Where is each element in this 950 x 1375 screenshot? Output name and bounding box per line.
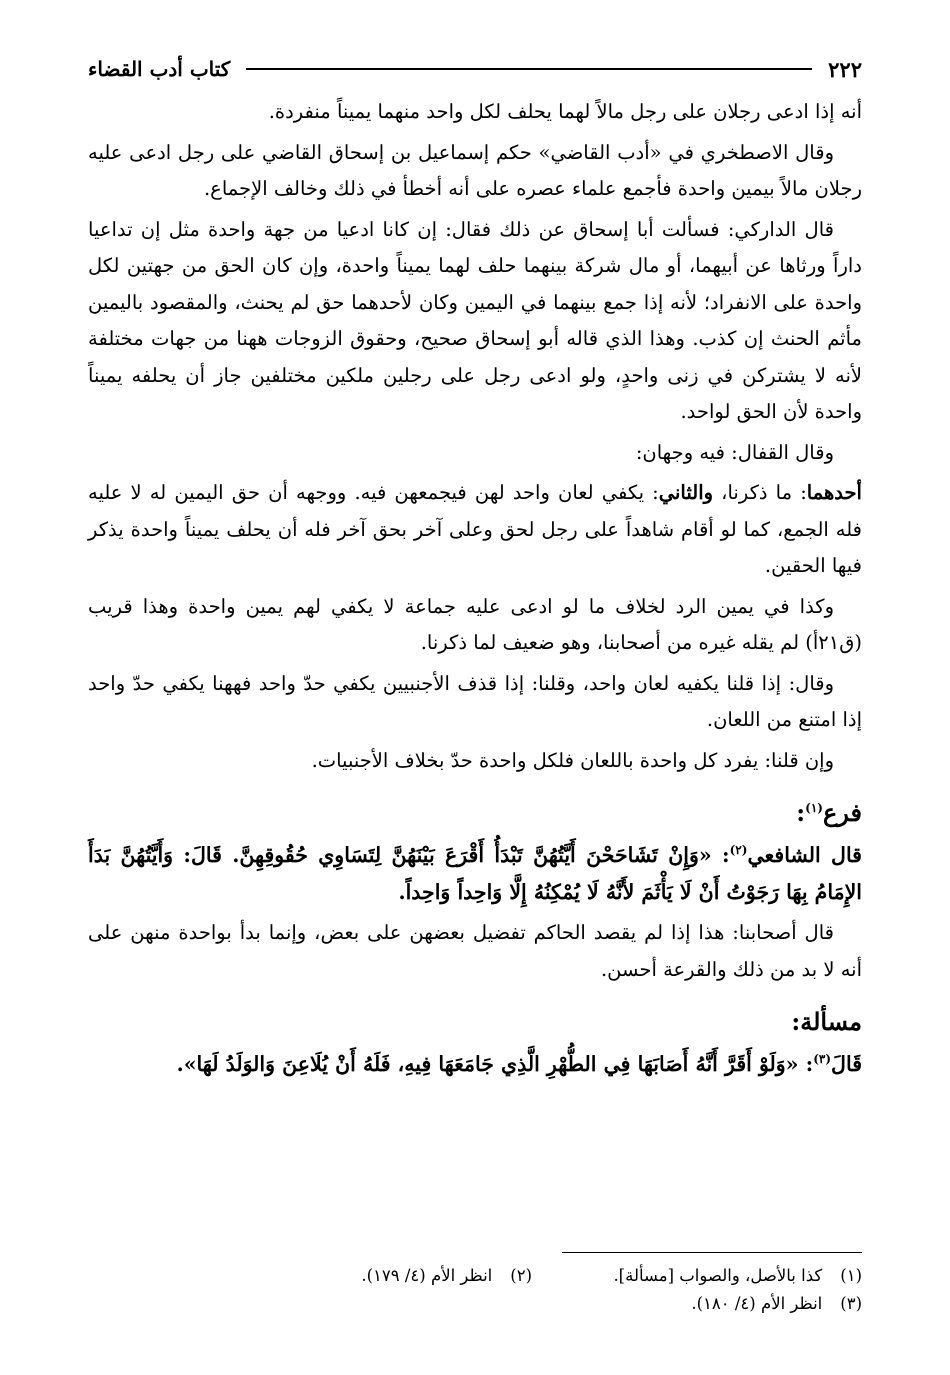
section-heading-suffix: : (796, 798, 806, 827)
footnote-row (88, 1290, 862, 1318)
quote-text: : «وَلَوْ أَقَرَّ أَنَّهُ أَصَابَهَا فِي الطُّهْرِ الَّذِي جَامَعَهَا فِيهِ، فَلَهُ أَنْ يُلَاعِنَ وَالوَلَدُ لَهَا». (176, 1052, 814, 1076)
page-number: ٢٢٢ (828, 56, 862, 82)
paragraph: قال الداركي: فسألت أبا إسحاق عن ذلك فقال: إن كانا ادعيا من جهة واحدة مثل إن تداعيا داراً ورثاها عن أبيهما، أو مال شركة بينهما حلف لهما يميناً واحدة، وإن كان الحق من جهتين لكل واحدة على الانفراد؛ لأنه إذا جمع بينهما في اليمين وكان لأحدهما حق لم يحنث، والمقصود باليمين مأثم الحنث إن كذب. وهذا الذي قاله أبو إسحاق صحيح، وحقوق الزوجات ههنا من جهات مختلفة لأنه لا يشتركن في زنى واحدٍ، ولو ادعى رجل على رجلين ملكين مختلفين جاز أن يحلفه يميناً واحدة لأن الحق لواحد. (88, 217, 862, 423)
second-view-text: : يكفي لعان واحد لهن فيجمعهن فيه. ووجهه أن حق اليمين له لا عليه فله الجمع، كما لو أقام شاهداً على رجل لحق وعلى آخر بحق آخر فله أن يحلف يميناً واحدة يذكر فيها الحقين. (88, 481, 862, 577)
footnote-number: (٢) (510, 1266, 532, 1285)
main-text (88, 94, 862, 1083)
footnote-rule (562, 1252, 862, 1253)
section-heading-far (88, 795, 862, 831)
footnote (532, 1262, 862, 1290)
two-views-paragraph (88, 475, 862, 585)
footnote-text: كذا بالأصل، والصواب [مسألة]. (613, 1266, 823, 1285)
footnote-ref: (١) (805, 801, 823, 815)
footnote-row (88, 1262, 862, 1290)
paragraph: وقال الاصطخري في «أدب القاضي» حكم إسماعيل بن إسحاق القاضي على رجل ادعى عليه رجلان مالاً بيمين واحدة فأجمع علماء عصره على أنه أخطأ في ذلك وخالف الإجماع. (88, 140, 862, 200)
paragraph: وقال: إذا قلنا يكفيه لعان واحد، وقلنا: إذا قذف الأجنبيين يكفي حدّ واحد فههنا يكفي حدّ واحد إذا امتنع من اللعان. (88, 671, 862, 731)
footnote-text: انظر الأم (٤/ ١٧٩). (361, 1266, 493, 1285)
quote-lead: قال الشافعي (747, 843, 862, 867)
book-page (88, 52, 862, 1315)
footnote (532, 1290, 862, 1318)
commentary-paragraph: قال أصحابنا: هذا إذا لم يقصد الحاكم تفضيل بعضهن على بعض، وإنما بدأ بواحدة منهن على أنه لا بد من ذلك والقرعة أحسن. (88, 921, 862, 981)
paragraph: وإن قلنا: يفرد كل واحدة باللعان فلكل واحدة حدّ بخلاف الأجنبيات. (311, 748, 834, 772)
page-header (88, 52, 862, 86)
footnote-number: (١) (840, 1266, 862, 1285)
footnotes (88, 1262, 862, 1318)
section-heading-text: فرع (822, 798, 862, 827)
footnote-ref: (٢) (729, 843, 748, 858)
footnote-text: انظر الأم (٤/ ١٨٠). (691, 1294, 823, 1313)
section-heading-masala: مسألة: (791, 1007, 862, 1036)
footnote (202, 1262, 532, 1290)
shafii-quote (88, 837, 862, 911)
paragraph: وكذا في يمين الرد لخلاف ما لو ادعى عليه جماعة لا يكفي لهم يمين واحدة وهذا قريب (ق٢١أ) لم يقله غيره من أصحابنا، وهو ضعيف لما ذكرنا. (88, 594, 862, 654)
quote-lead: قَالَ (831, 1052, 862, 1076)
footnote-number: (٣) (840, 1294, 862, 1313)
first-view-label: أحدهما (806, 481, 862, 504)
quote-text: : «وَإِنْ تَشَاحَحْنَ أَيَّتُهُنَّ تَبْدَأُ أَقْرَعَ بَيْنَهُنَّ لِتَسَاوِي حُقُوقِهِنَّ. قَالَ: وَأَيَّتُهُنَّ بَدَأَ الإِمَامُ بِهَا رَجَوْتُ أَنْ لَا يَأْثَمَ لأَنَّهُ لَا يُمْكِنُهُ إِلَّا وَاحِداً وَاحِداً. (88, 843, 862, 904)
first-view-text: : ما ذكرنا، (713, 481, 807, 504)
paragraph: وقال القفال: فيه وجهان: (635, 440, 834, 464)
header-rule (246, 68, 812, 70)
footnote-ref: (٣) (813, 1052, 832, 1067)
paragraph: أنه إذا ادعى رجلان على رجل مالاً لهما يحلف لكل واحد منهما يميناً منفردة. (268, 100, 862, 123)
masala-quote (88, 1046, 862, 1083)
second-view-label: والثاني (658, 481, 714, 504)
book-title: كتاب أدب القضاء (88, 57, 231, 81)
